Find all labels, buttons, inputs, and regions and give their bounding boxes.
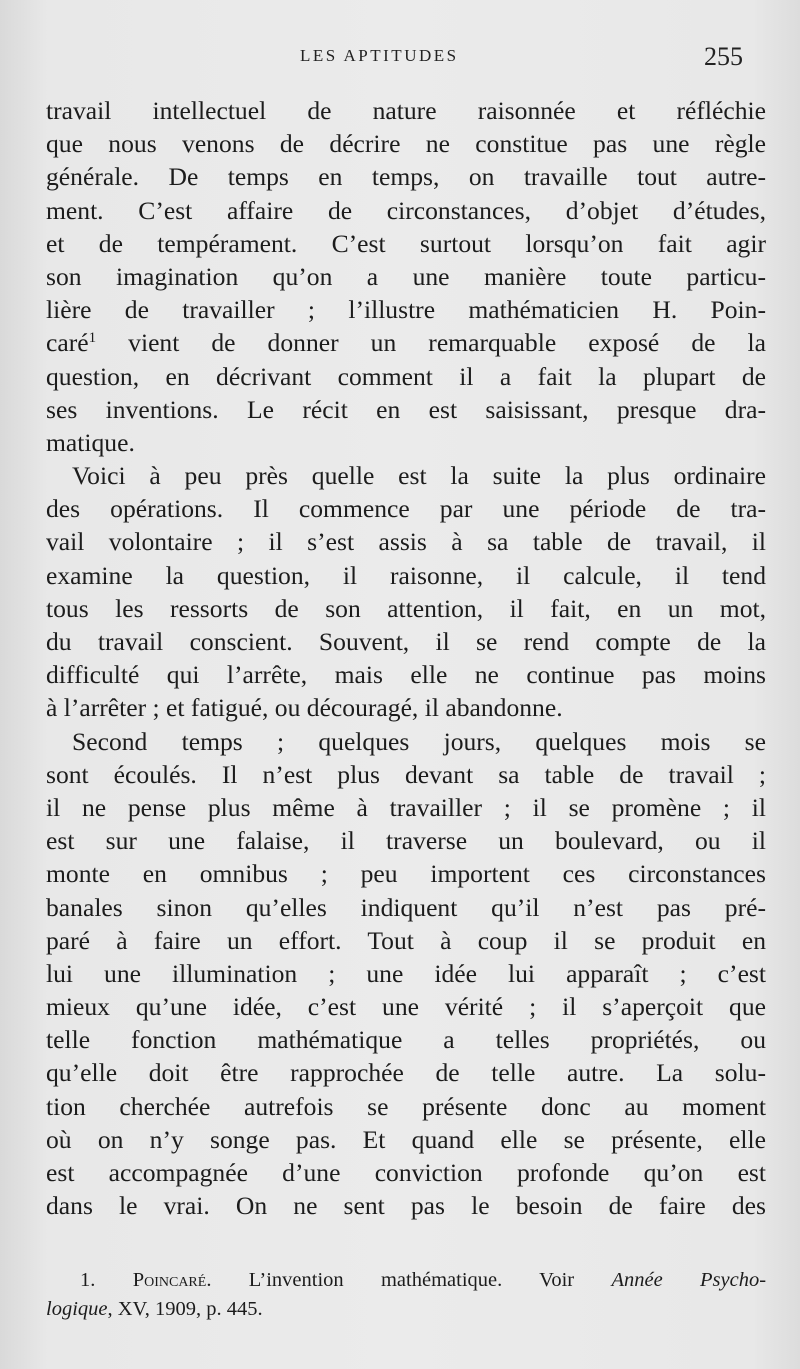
text-line-26: paré à faire un effort. Tout à coup il se produit en: [46, 925, 766, 955]
text-line-28: mieux qu’une idée, c’est une vérité ; il s’aperçoit que: [46, 992, 766, 1022]
text-line-34: dans le vrai. On ne sent pas le besoin de faire des: [46, 1191, 766, 1221]
footnote-number: 1.: [80, 1269, 96, 1291]
footnote-line-1: [46, 1266, 766, 1295]
text-line-15: examine la question, il raisonne, il calcule, il tend: [46, 560, 766, 590]
footnote-author: Poincaré: [132, 1269, 207, 1291]
text-line-20: Second temps ; quelques jours, quelques mois se: [72, 726, 766, 756]
text-line-18: difficulté qui l’arrête, mais elle ne continue pas moins: [46, 660, 766, 690]
running-head: LES APTITUDES: [300, 46, 459, 65]
text-line-11: matique.: [46, 427, 135, 457]
footnote-line-2: [46, 1295, 766, 1324]
text-line-25: banales sinon qu’elles indiquent qu’il n’est pas pré-: [46, 892, 766, 922]
footnote-title: . L’invention mathématique. Voir: [206, 1269, 612, 1291]
text-line-21: sont écoulés. Il n’est plus devant sa table de travail ;: [46, 759, 766, 789]
text-line-31: tion cherchée autrefois se présente donc au moment: [46, 1091, 766, 1121]
text-line-9: question, en décrivant comment il a fait la plupart de: [46, 361, 766, 391]
text-line-33: est accompagnée d’une conviction profonde qu’on est: [46, 1158, 766, 1187]
text-line-5: et de tempérament. C’est surtout lorsqu’on fait agir: [46, 228, 766, 258]
text-line-13: des opérations. Il commence par une période de tra-: [46, 494, 766, 524]
footnote-details: , XV, 1909, p. 445.: [107, 1298, 263, 1320]
text-line-19: à l’arrêter ; et fatigué, ou découragé, il abandonne.: [46, 693, 563, 723]
page-header: [0, 42, 800, 74]
text-line-3: générale. De temps en temps, on travaille tout autre-: [46, 162, 766, 192]
text-line-12: Voici à peu près quelle est la suite la plus ordinaire: [72, 461, 766, 491]
page-number: 255: [704, 42, 743, 71]
text-line-14: vail volontaire ; il s’est assis à sa table de travail, il: [46, 527, 766, 557]
text-line-7: lière de travailler ; l’illustre mathématicien H. Poin-: [46, 295, 766, 325]
text-line-1: travail intellectuel de nature raisonnée et réfléchie: [46, 96, 766, 125]
text-line-22: il ne pense plus même à travailler ; il se promène ; il: [46, 792, 766, 822]
text-line-27: lui une illumination ; une idée lui apparaît ; c’est: [46, 958, 766, 988]
text-line-30: qu’elle doit être rapprochée de telle autre. La solu-: [46, 1058, 766, 1088]
text-line-17: du travail conscient. Souvent, il se rend compte de la: [46, 627, 766, 656]
footnote-reference[interactable]: 1: [88, 330, 97, 347]
line-8-prefix: caré: [46, 328, 89, 358]
text-line-24: monte en omnibus ; peu importent ces circonstances: [46, 859, 766, 889]
line-8-rest: vient de donner un remarquable exposé de la: [128, 328, 766, 358]
footnote: [46, 1266, 766, 1324]
text-line-2: que nous venons de décrire ne constitue pas une règle: [46, 129, 766, 159]
text-line-6: son imagination qu’on a une manière toute particu-: [46, 261, 766, 291]
footnote-journal-cont: logique: [46, 1298, 108, 1320]
text-line-8: [46, 326, 766, 359]
text-line-4: ment. C’est affaire de circonstances, d’objet d’études,: [46, 195, 766, 225]
text-line-10: ses inventions. Le récit en est saisissant, presque dra-: [46, 394, 766, 424]
text-line-23: est sur une falaise, il traverse un boulevard, ou il: [46, 826, 766, 856]
text-line-32: où on n’y songe pas. Et quand elle se présente, elle: [46, 1124, 766, 1154]
text-line-29: telle fonction mathématique a telles propriétés, ou: [46, 1025, 766, 1055]
footnote-journal: Année Psycho-: [611, 1269, 767, 1291]
text-line-16: tous les ressorts de son attention, il fait, en un mot,: [46, 593, 766, 623]
body-text: [46, 94, 766, 1222]
